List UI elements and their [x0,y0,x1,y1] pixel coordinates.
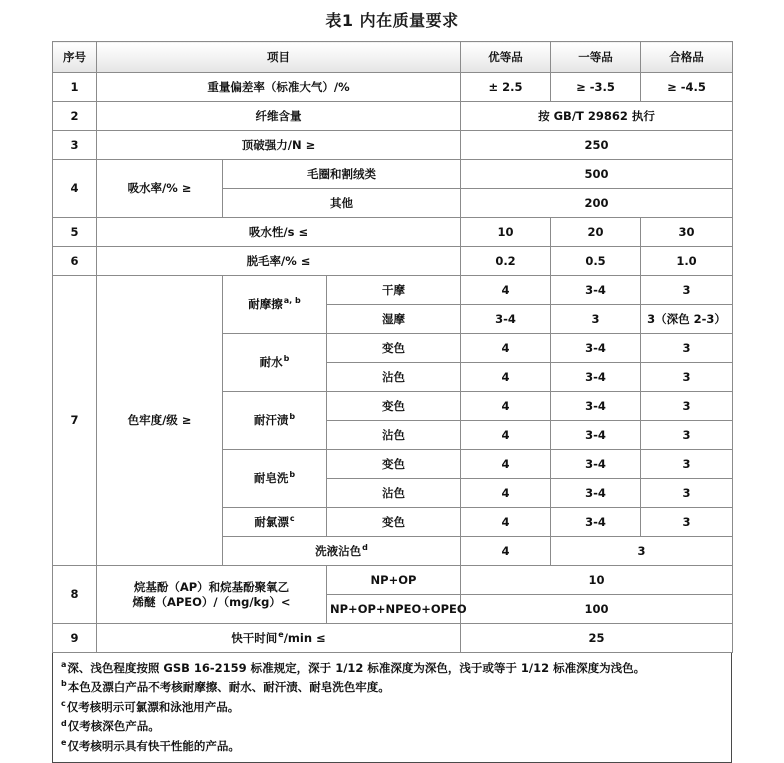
table-row [53,73,733,102]
subitem-label: 洗液沾色 [315,543,362,558]
row-item-label: 快干时间 [231,630,278,645]
table-header [53,42,733,73]
cell-grade-superior: 4 [461,363,551,392]
footnote-marker: b [289,412,296,422]
subitem-label: 耐皂洗 [253,471,289,486]
cell-grade-qualified: 30 [641,218,733,247]
row-subitem-group [223,276,327,334]
row-subitem: NP+OP [327,566,461,595]
row-subitem: 其他 [223,189,461,218]
table-row [53,131,733,160]
cell-grade-first: 0.5 [551,247,641,276]
row-no: 1 [53,73,97,102]
footnote-text: 本色及漂白产品不考核耐摩擦、耐水、耐汗渍、耐皂洗色牢度。 [67,680,390,695]
row-subitem-group [223,334,327,392]
table-row [53,102,733,131]
row-subitem-wash [223,537,461,566]
cell-grade-first: 3-4 [551,508,641,537]
cell-grade-merged: 200 [461,189,733,218]
cell-grade-first: 3 [551,305,641,334]
table-row [53,276,733,305]
cell-grade-superior: 4 [461,334,551,363]
row-no: 3 [53,131,97,160]
row-no: 4 [53,160,97,218]
cell-grade-merged: 3 [551,537,733,566]
cell-grade-superior: 0.2 [461,247,551,276]
header-row [53,42,733,73]
row-subitem: 湿摩 [327,305,461,334]
row-no: 9 [53,624,97,653]
cell-grade-superior: 3-4 [461,305,551,334]
footnote-text: 仅考核明示可氯漂和泳池用产品。 [66,699,240,714]
footnote-text: 仅考核深色产品。 [67,719,160,734]
row-item [97,624,461,653]
row-no: 7 [53,276,97,566]
footnote-marker: b [283,354,290,364]
cell-grade-first: 3-4 [551,363,641,392]
row-item-line1: 烷基酚（AP）和烷基酚聚氧乙 [133,580,290,595]
cell-grade-qualified: 3 [641,421,733,450]
table-row [53,566,733,595]
row-subitem: 毛圈和割绒类 [223,160,461,189]
footnote-text: 仅考核明示具有快干性能的产品。 [67,739,240,754]
row-item: 顶破强力/N ≥ [97,131,461,160]
footnote-item [61,678,723,698]
row-item: 脱毛率/% ≤ [97,247,461,276]
cell-grade-superior: 4 [461,276,551,305]
table-row [53,160,733,189]
row-subitem: 干摩 [327,276,461,305]
subitem-label: 耐摩擦 [248,297,283,312]
cell-grade-superior: 4 [461,479,551,508]
footnote-item [61,697,723,717]
row-subitem: 变色 [327,508,461,537]
column-header-item: 项目 [97,42,461,73]
footnote-item [61,717,723,737]
row-item: 吸水率/% ≥ [97,160,223,218]
row-subitem: 沾色 [327,363,461,392]
row-no: 5 [53,218,97,247]
footnote-marker: a, b [283,296,301,306]
cell-grade-merged: 10 [461,566,733,595]
inner-quality-requirements-table [52,41,733,653]
cell-grade-superior: 4 [461,508,551,537]
cell-grade-superior: 4 [461,421,551,450]
footnote-marker: d [61,718,67,728]
cell-grade-superior: ± 2.5 [461,73,551,102]
subitem-label: 耐水 [259,355,283,370]
footnotes-container [52,653,732,763]
footnote-marker: e [61,738,67,748]
row-subitem-group [223,508,327,537]
cell-grade-first: 3-4 [551,479,641,508]
footnote-text: 深、浅色程度按照 GSB 16-2159 标准规定，深于 1/12 标准深度为深色，浅于或等于 1/12 标准深度为浅色。 [67,660,646,675]
row-subitem: NP+OP+NPEO+OPEO [327,595,461,624]
footnote-marker: a [61,659,67,669]
cell-grade-superior: 4 [461,450,551,479]
row-no: 2 [53,102,97,131]
row-item-unit: /min ≤ [283,630,326,645]
footnote-marker: b [289,470,296,480]
footnote-marker: e [278,629,284,639]
cell-grade-superior: 4 [461,537,551,566]
row-subitem: 沾色 [327,479,461,508]
cell-grade-qualified: 3 [641,479,733,508]
cell-grade-qualified: 3（深色 2-3） [641,305,733,334]
cell-grade-first: 3-4 [551,392,641,421]
table-row [53,218,733,247]
cell-grade-first: 3-4 [551,421,641,450]
cell-grade-merged: 500 [461,160,733,189]
cell-grade-merged: 按 GB/T 29862 执行 [461,102,733,131]
table-container [52,41,732,763]
column-header-grade-qualified: 合格品 [641,42,733,73]
cell-grade-qualified: 1.0 [641,247,733,276]
table-body [53,73,733,653]
cell-grade-merged: 250 [461,131,733,160]
table-caption: 表1 内在质量要求 [325,11,459,30]
row-subitem-group [223,392,327,450]
cell-grade-first: 20 [551,218,641,247]
cell-grade-qualified: 3 [641,450,733,479]
cell-grade-superior: 10 [461,218,551,247]
row-no: 8 [53,566,97,624]
row-item-line2: 烯醚（APEO）/（mg/kg）< [132,594,291,609]
cell-grade-qualified: 3 [641,334,733,363]
subitem-label: 耐氯漂 [254,514,289,529]
column-header-grade-superior: 优等品 [461,42,551,73]
row-subitem-group [223,450,327,508]
cell-grade-merged: 100 [461,595,733,624]
cell-grade-qualified: 3 [641,276,733,305]
column-header-grade-first: 一等品 [551,42,641,73]
cell-grade-first: 3-4 [551,276,641,305]
cell-grade-first: ≥ -3.5 [551,73,641,102]
row-subitem: 沾色 [327,421,461,450]
row-item: 重量偏差率（标准大气）/% [97,73,461,102]
cell-grade-first: 3-4 [551,334,641,363]
row-item: 色牢度/级 ≥ [97,276,223,566]
cell-grade-merged: 25 [461,624,733,653]
footnote-item [61,737,723,757]
row-item: 吸水性/s ≤ [97,218,461,247]
cell-grade-first: 3-4 [551,450,641,479]
row-item: 纤维含量 [97,102,461,131]
cell-grade-qualified: ≥ -4.5 [641,73,733,102]
table-row [53,624,733,653]
row-subitem: 变色 [327,334,461,363]
cell-grade-qualified: 3 [641,363,733,392]
row-no: 6 [53,247,97,276]
row-item [97,566,327,624]
cell-grade-qualified: 3 [641,508,733,537]
footnote-marker: b [61,679,67,689]
footnote-marker: d [362,542,368,552]
row-subitem: 变色 [327,392,461,421]
footnote-marker: c [289,513,295,523]
column-header-no: 序号 [53,42,97,73]
row-subitem: 变色 [327,450,461,479]
footnote-marker: c [61,698,66,708]
cell-grade-qualified: 3 [641,392,733,421]
table-row [53,247,733,276]
cell-grade-superior: 4 [461,392,551,421]
subitem-label: 耐汗渍 [253,413,289,428]
